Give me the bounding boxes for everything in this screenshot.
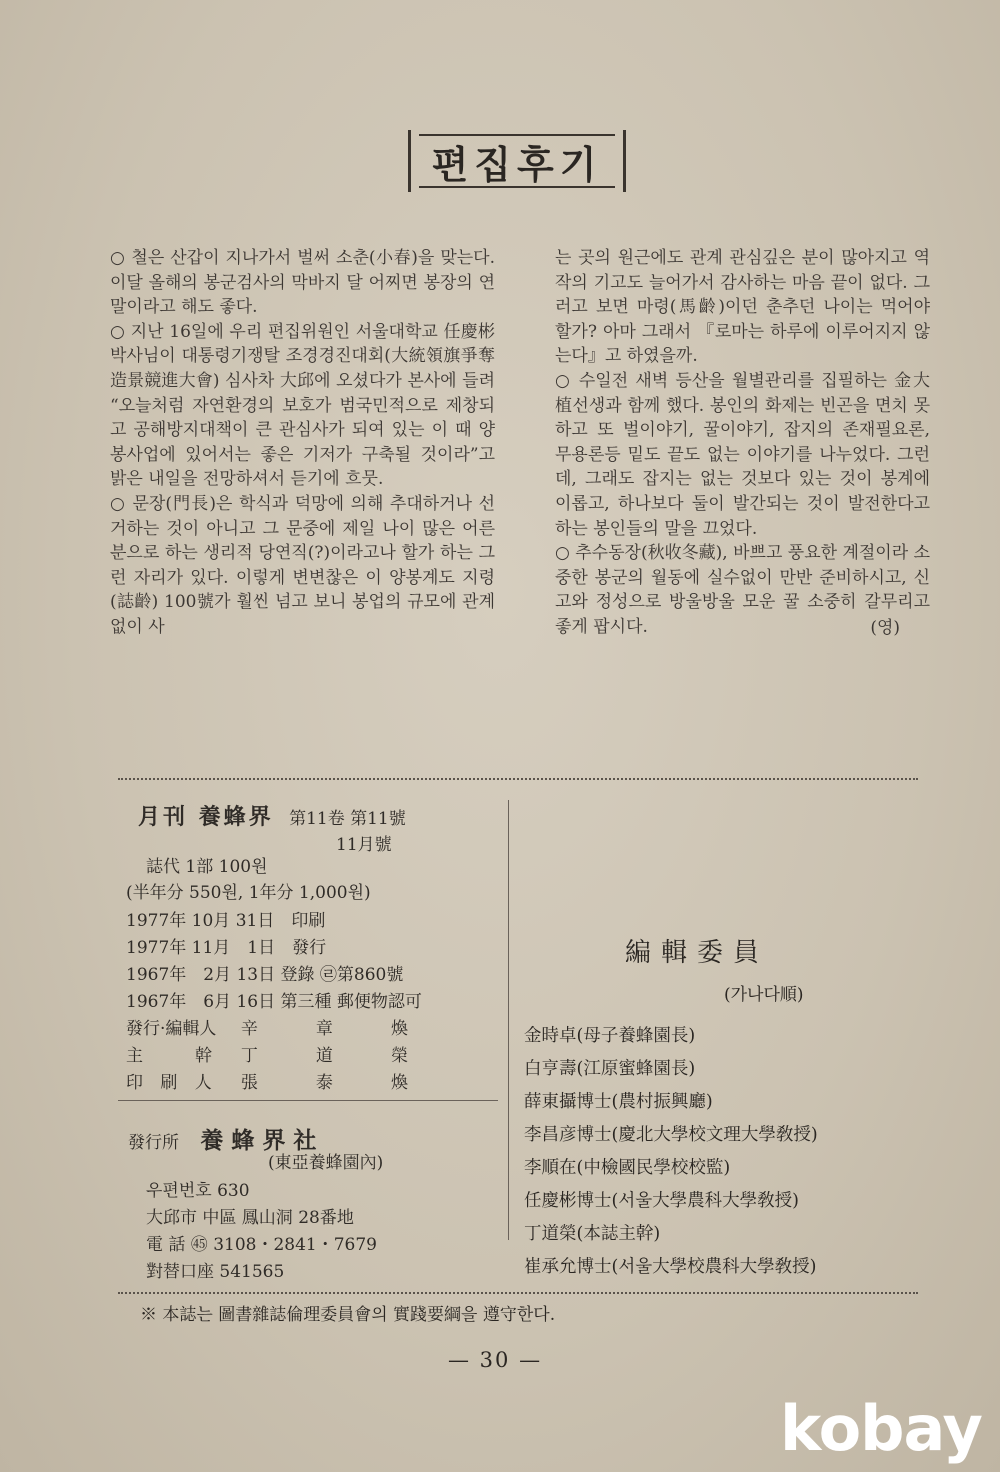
staff-role: 印 刷 人 bbox=[126, 1073, 218, 1093]
transfer-account: 對替口座 541565 bbox=[146, 1262, 285, 1282]
committee-title: 編輯委員 bbox=[625, 938, 770, 968]
staff-name-char: 丁 bbox=[240, 1046, 258, 1066]
phone: 電 話 ㊺ 3108・2841・7679 bbox=[146, 1235, 378, 1255]
magazine-title: 月刊 養蜂界 bbox=[138, 804, 274, 830]
committee-member: 白亨壽(江原蜜蜂園長) bbox=[524, 1059, 696, 1079]
editorial-paragraph: ○ 철은 산갑이 지나가서 벌써 소춘(小春)을 맞는다. 이달 올해의 봉군검사의 막바지 달 어찌면 봉장의 연말이라고 해도 좋다. bbox=[110, 248, 495, 318]
staff-row bbox=[126, 1014, 466, 1039]
bottom-divider bbox=[118, 1292, 918, 1294]
staff-row bbox=[126, 1068, 466, 1093]
committee-subtitle: (가나다順) bbox=[724, 985, 804, 1005]
editorial-signature: (영) bbox=[870, 617, 900, 638]
staff-role: 發行·編輯人 bbox=[126, 1019, 217, 1039]
committee-list bbox=[524, 1020, 818, 1284]
staff-name-char: 章 bbox=[315, 1019, 333, 1039]
section-divider bbox=[118, 778, 918, 780]
page-number: — 30 — bbox=[448, 1348, 543, 1372]
ethics-notice: ※ 本誌는 圖書雜誌倫理委員會의 實踐要綱을 遵守한다. bbox=[140, 1305, 556, 1325]
committee-member: 李順在(中檢國民學校校監) bbox=[524, 1158, 731, 1178]
committee-member: 崔承允博士(서울大學校農科大學敎授) bbox=[524, 1257, 817, 1277]
address: 大邱市 中區 鳳山洞 28番地 bbox=[146, 1208, 354, 1228]
issue-date: 1977年 11月 1日 發行 bbox=[126, 938, 327, 958]
staff-name-char: 泰 bbox=[315, 1073, 333, 1093]
subscription-price: (半年分 550원, 1年分 1,000원) bbox=[126, 883, 371, 903]
kobay-watermark: kobay bbox=[780, 1392, 982, 1465]
print-date: 1977年 10月 31日 印刷 bbox=[126, 911, 326, 931]
staff-name-char: 榮 bbox=[390, 1046, 408, 1066]
committee-member: 李昌彦博士(慶北大學校文理大學敎授) bbox=[524, 1125, 818, 1145]
editorial-paragraph: ○ 수일전 새벽 등산을 월별관리를 집필하는 金大植선생과 함께 했다. 봉인의 화제는 빈곤을 면치 못하고 또 벌이야기, 꿀이야기, 잡지의 존재필요론, 무용론등 밑도 끝도 없는 이야기를 나누었다. 그런데, 그래도 잡지는 없는 것보다 있는 것이 봉계에 이롭고, 하나보다 둘이 발간되는 것이 발전한다고 하는 봉인들의 말을 끄었다. bbox=[555, 370, 930, 539]
committee-member: 薛東攝博士(農村振興廳) bbox=[524, 1092, 713, 1112]
editorial-heading-frame bbox=[408, 130, 626, 192]
publisher-label: 發行所 bbox=[128, 1133, 179, 1153]
staff-role: 主 幹 bbox=[126, 1046, 218, 1066]
publisher-name: 養蜂界社 bbox=[200, 1127, 325, 1154]
committee-member: 任慶彬博士(서울大學農科大學敎授) bbox=[524, 1191, 799, 1211]
editorial-paragraph: ○ 문장(門長)은 학식과 덕망에 의해 추대하거나 선거하는 것이 아니고 그 문중에 제일 나이 많은 어른분으로 하는 생리적 당연직(?)이라고나 할가 하는 그런 자리가 있다. 이렇게 변변찮은 이 양봉계도 지령(誌齡) 100號가 훨씬 넘고 보니 봉업의 규모에 관계없이 사 bbox=[110, 493, 495, 637]
staff-name-char: 道 bbox=[315, 1046, 333, 1066]
staff-name-char: 張 bbox=[240, 1073, 258, 1093]
registration: 1967年 2月 13日 登錄 ㉣第860號 bbox=[126, 965, 404, 985]
editorial-left-column bbox=[110, 246, 495, 640]
colophon-rule bbox=[118, 1100, 498, 1101]
staff-row bbox=[126, 1041, 466, 1066]
editorial-paragraph: 는 곳의 원근에도 관계 관심깊은 분이 많아지고 역작의 기고도 늘어가서 감사하는 마음 끝이 없다. 그러고 보면 마령(馬齡)이던 춘추던 나이는 먹어야 할가? 아마 그래서 『로마는 하루에 이루어지지 않는다』고 하였을까. bbox=[555, 248, 930, 367]
editorial-paragraph: ○ 지난 16일에 우리 편집위원인 서울대학교 任慶彬박사님이 대통령기쟁탈 조경경진대회(大統領旗爭奪 造景競進大會) 심사차 大邱에 오셨다가 본사에 들려 “오늘처럼 자연환경의 보호가 범국민적으로 제창되고 공해방지대책이 큰 관심사가 되여 있는 이 때 양봉사업에 있어서는 좋은 기저가 구축될 것이라”고 밝은 내일을 전망하셔서 듣기에 흐뭇. bbox=[110, 321, 495, 490]
editorial-heading: 편집후기 bbox=[431, 142, 603, 187]
committee-member: 丁道榮(本誌主幹) bbox=[524, 1224, 661, 1244]
column-divider bbox=[508, 800, 509, 1240]
volume-number: 第11卷 第11號 bbox=[289, 809, 406, 829]
postcode: 우편번호 630 bbox=[146, 1181, 250, 1201]
editorial-right-column bbox=[555, 246, 930, 640]
publisher-affiliation: (東亞養蜂園內) bbox=[268, 1153, 384, 1173]
price: 誌代 1部 100원 bbox=[146, 857, 268, 877]
editorial-paragraph: ○ 추수동장(秋收冬藏), 바쁘고 풍요한 계절이라 소중한 봉군의 월동에 실수없이 만반 준비하시고, 신고와 정성으로 방울방울 모운 꿀 소중히 갈무리고 좋게 팝시다. bbox=[555, 543, 930, 637]
committee-member: 金時卓(母子養蜂園長) bbox=[524, 1026, 696, 1046]
staff-name-char: 煥 bbox=[390, 1019, 408, 1039]
issue-label: 11月號 bbox=[336, 835, 392, 855]
staff-name-char: 煥 bbox=[390, 1073, 408, 1093]
staff-name-char: 辛 bbox=[240, 1019, 258, 1039]
postal-permit: 1967年 6月 16日 第三種 郵便物認可 bbox=[126, 992, 422, 1012]
